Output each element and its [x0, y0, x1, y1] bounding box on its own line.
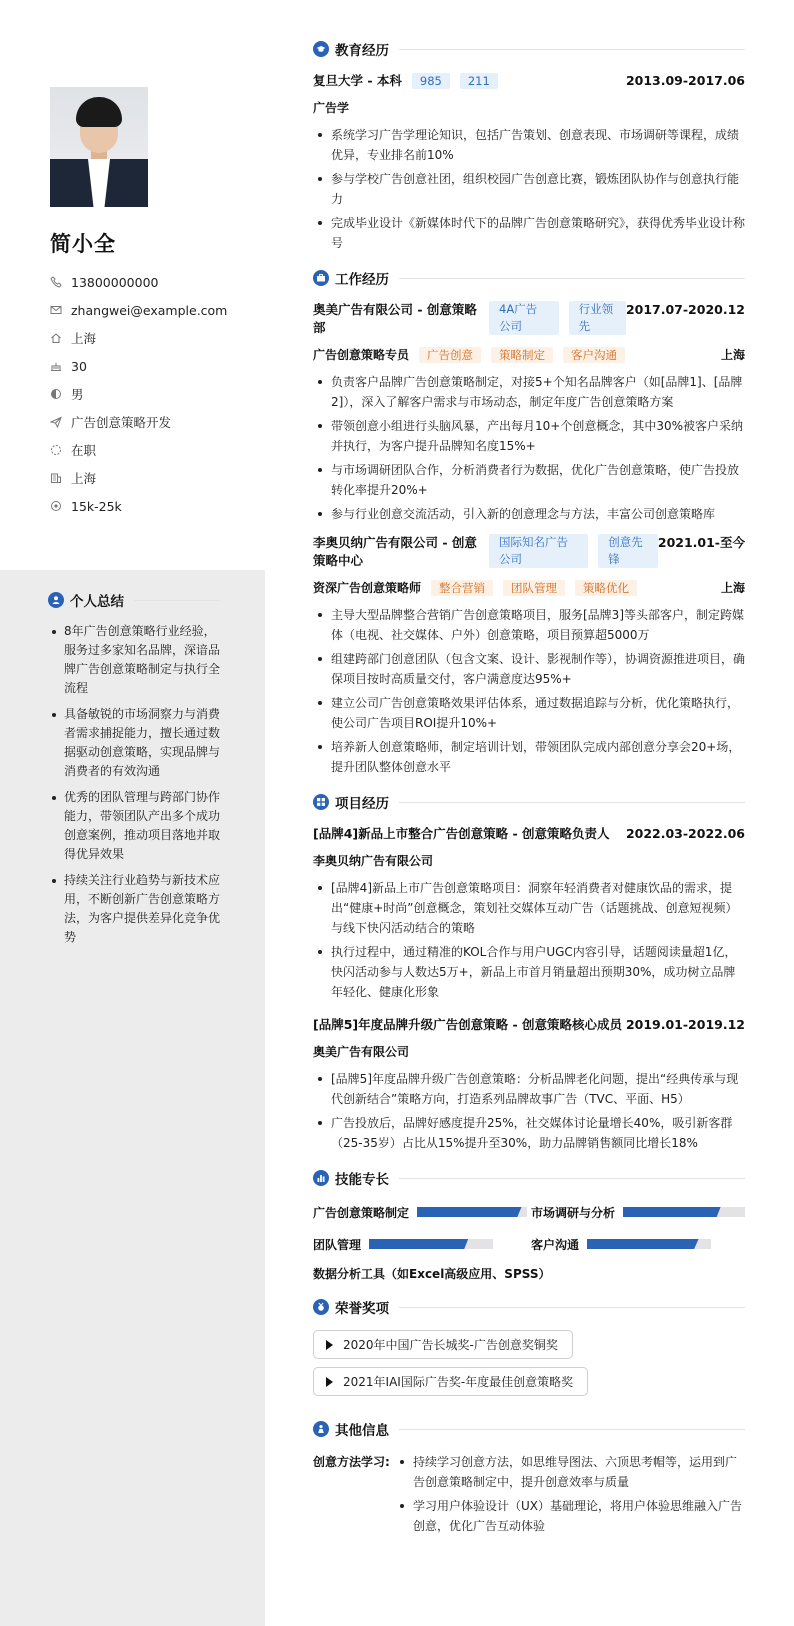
job-entry — [313, 534, 745, 777]
list-item: 优秀的团队管理与跨部门协作能力，带领团队产出多个成功创意案例，推动项目落地并取得优异效果 — [48, 788, 220, 864]
divider — [399, 1429, 745, 1430]
skill-name: 广告创意策略制定 — [313, 1205, 410, 1220]
gender-icon — [50, 388, 62, 400]
list-item: [品牌5]年度品牌升级广告创意策略：分析品牌老化问题，提出“经典传承与现代创新结合”策略方向，打造系列品牌故事广告（TVC、平面、H5） — [313, 1069, 745, 1109]
skill-name: 市场调研与分析 — [531, 1205, 616, 1220]
education-section — [313, 38, 745, 253]
bar-chart-icon — [313, 1170, 329, 1186]
company-tag: 行业领先 — [569, 301, 626, 335]
list-item: 带领创意小组进行头脑风暴，产出每月10+个创意概念，其中30%被客户采纳并执行，为客户提升品牌知名度15%+ — [313, 416, 745, 456]
project-date: 2022.03-2022.06 — [625, 826, 745, 841]
summary-title: 个人总结 — [70, 594, 124, 610]
school-tag: 985 — [412, 73, 450, 89]
list-item: 持续关注行业趋势与新技术应用，不断创新广告创意策略方法，为客户提供差异化竞争优势 — [48, 871, 220, 947]
list-item: 参与学校广告创意社团，组织校园广告创意比赛，锻炼团队协作与创意执行能力 — [313, 169, 745, 209]
contact-status: 在职 — [50, 436, 227, 464]
contact-phone: 13800000000 — [50, 268, 227, 296]
list-item: [品牌4]新品上市广告创意策略项目：洞察年轻消费者对健康饮品的需求，提出“健康+时尚”创意概念，策划社交媒体互动广告（话题挑战、创意短视频）与线下快闪活动结合的策略 — [313, 878, 745, 938]
skill-item — [531, 1201, 745, 1223]
project-entry — [313, 1016, 745, 1153]
skill-bar-fill — [623, 1207, 721, 1217]
grid-icon — [313, 794, 329, 810]
avatar — [50, 87, 148, 207]
salary-icon — [50, 500, 62, 512]
projects-title: 项目经历 — [335, 796, 389, 812]
skill-bar — [369, 1239, 493, 1249]
job-date: 2017.07-2020.12 — [625, 302, 745, 317]
skills-title: 技能专长 — [335, 1172, 389, 1188]
skill-name: 客户沟通 — [531, 1237, 580, 1252]
skills-section — [313, 1167, 745, 1282]
list-item: 与市场调研团队合作，分析消费者行为数据，优化广告创意策略，使广告投放转化率提升20%+ — [313, 460, 745, 500]
people-icon — [313, 1421, 329, 1437]
role-tag: 策略优化 — [575, 580, 637, 596]
job-location: 上海 — [720, 348, 745, 362]
school-tag: 211 — [460, 73, 498, 89]
project-org: 奥美广告有限公司 — [313, 1045, 410, 1059]
skill-extra: 数据分析工具（如Excel高级应用、SPSS） — [313, 1267, 551, 1281]
contact-age: 30 — [50, 352, 227, 380]
summary-section — [48, 590, 220, 954]
job-location: 上海 — [720, 581, 745, 595]
mail-icon — [50, 304, 62, 316]
company-name: 奥美广告有限公司 - 创意策略部 — [313, 302, 477, 335]
skill-bar-fill — [369, 1239, 468, 1249]
project-entry — [313, 825, 745, 1002]
list-item: 建立公司广告创意策略效果评估体系，通过数据追踪与分析，优化策略执行，使公司广告项目ROI提升10%+ — [313, 693, 745, 733]
skill-bar — [623, 1207, 745, 1217]
contact-city: 上海 — [50, 464, 227, 492]
other-title: 其他信息 — [335, 1423, 389, 1439]
role-tag: 团队管理 — [503, 580, 565, 596]
project-org: 李奥贝纳广告有限公司 — [313, 854, 434, 868]
other-label: 创意方法学习: — [313, 1455, 390, 1469]
award-item[interactable]: 2021年IAI国际广告奖-年度最佳创意策略奖 — [313, 1367, 588, 1396]
home-icon — [50, 332, 62, 344]
skill-bar — [417, 1207, 527, 1217]
phone-icon — [50, 276, 62, 288]
divider — [134, 600, 220, 601]
list-item: 系统学习广告学理论知识，包括广告策划、创意表现、市场调研等课程，成绩优异，专业排名前10% — [313, 125, 745, 165]
contact-location: 上海 — [50, 324, 227, 352]
list-item: 持续学习创意方法，如思维导图法、六顶思考帽等，运用到广告创意策略制定中，提升创意效率与质量 — [395, 1452, 745, 1492]
role-tag: 广告创意 — [419, 347, 481, 363]
list-item: 参与行业创意交流活动，引入新的创意理念与方法，丰富公司创意策略库 — [313, 504, 745, 524]
cake-icon — [50, 360, 62, 372]
education-title: 教育经历 — [335, 43, 389, 59]
education-date: 2013.09-2017.06 — [625, 73, 745, 88]
skill-item — [531, 1233, 711, 1255]
skill-bar-fill — [587, 1239, 699, 1249]
send-icon — [50, 416, 62, 428]
project-date: 2019.01-2019.12 — [625, 1017, 745, 1032]
job-role: 广告创意策略专员 — [313, 348, 410, 362]
list-item: 具备敏锐的市场洞察力与消费者需求捕捉能力，擅长通过数据驱动创意策略，实现品牌与消费者的有效沟通 — [48, 705, 220, 781]
divider — [399, 802, 745, 803]
contact-email: zhangwei@example.com — [50, 296, 227, 324]
list-item: 广告投放后，品牌好感度提升25%，社交媒体讨论量增长40%，吸引新客群（25-35岁）占比从15%提升至30%，助力品牌销售额同比增长18% — [313, 1113, 745, 1153]
school-name: 复旦大学 - 本科 — [313, 73, 402, 88]
list-item: 执行过程中，通过精准的KOL合作与用户UGC内容引导，话题阅读量超1亿，快闪活动参与人数达5万+，新品上市首月销量超出预期30%，成功树立品牌年轻化、健康化形象 — [313, 942, 745, 1002]
company-tag: 创意先锋 — [598, 534, 658, 568]
company-name: 李奥贝纳广告有限公司 - 创意策略中心 — [313, 535, 477, 568]
summary-list — [48, 622, 220, 947]
list-item: 培养新人创意策略师，制定培训计划，带领团队完成内部创意分享会20+场，提升团队整体创意水平 — [313, 737, 745, 777]
list-item: 组建跨部门创意团队（包含文案、设计、影视制作等），协调资源推进项目，确保项目按时高质量交付，客户满意度达95%+ — [313, 649, 745, 689]
divider — [399, 1178, 745, 1179]
role-tag: 整合营销 — [431, 580, 493, 596]
company-tag: 国际知名广告公司 — [489, 534, 588, 568]
list-item: 学习用户体验设计（UX）基础理论，将用户体验思维融入广告创意，优化广告互动体验 — [395, 1496, 745, 1536]
contact-salary: 15k-25k — [50, 492, 227, 520]
job-role: 资深广告创意策略师 — [313, 581, 422, 595]
skill-item — [313, 1233, 493, 1255]
list-item: 主导大型品牌整合营销广告创意策略项目，服务[品牌3]等头部客户，制定跨媒体（电视、社交媒体、户外）创意策略，项目预算超5000万 — [313, 605, 745, 645]
skill-name: 团队管理 — [313, 1237, 362, 1252]
work-section — [313, 267, 745, 777]
role-tag: 策略制定 — [491, 347, 553, 363]
awards-title: 荣誉奖项 — [335, 1301, 389, 1317]
building-icon — [50, 472, 62, 484]
triangle-right-icon — [326, 1377, 333, 1387]
job-date: 2021.01-至今 — [657, 535, 745, 550]
award-item[interactable]: 2020年中国广告长城奖-广告创意奖铜奖 — [313, 1330, 573, 1359]
divider — [399, 1307, 745, 1308]
projects-section — [313, 791, 745, 1153]
skill-bar-fill — [417, 1207, 521, 1217]
divider — [399, 49, 745, 50]
other-section — [313, 1418, 745, 1540]
main-content — [313, 38, 745, 1554]
project-name: [品牌5]年度品牌升级广告创意策略 - 创意策略核心成员 — [313, 1017, 623, 1032]
work-title: 工作经历 — [335, 272, 389, 288]
contact-gender: 男 — [50, 380, 227, 408]
awards-section — [313, 1296, 745, 1404]
list-item: 负责客户品牌广告创意策略制定，对接5+个知名品牌客户（如[品牌1]、[品牌2]），深入了解客户需求与市场动态，制定年度广告创意策略方案 — [313, 372, 745, 412]
job-entry — [313, 301, 745, 524]
profile-name: 简小全 — [50, 232, 116, 256]
role-tag: 客户沟通 — [563, 347, 625, 363]
major: 广告学 — [313, 101, 350, 115]
list-item: 8年广告创意策略行业经验，服务过多家知名品牌，深谙品牌广告创意策略制定与执行全流程 — [48, 622, 220, 698]
medal-icon — [313, 1299, 329, 1315]
status-icon — [50, 444, 62, 456]
company-tag: 4A广告公司 — [489, 301, 559, 335]
skill-item — [313, 1201, 527, 1223]
project-name: [品牌4]新品上市整合广告创意策略 - 创意策略负责人 — [313, 826, 610, 841]
contact-list — [50, 268, 227, 520]
divider — [399, 278, 745, 279]
user-icon — [48, 592, 64, 608]
graduation-cap-icon — [313, 41, 329, 57]
sidebar — [0, 0, 265, 1626]
list-item: 完成毕业设计《新媒体时代下的品牌广告创意策略研究》，获得优秀毕业设计称号 — [313, 213, 745, 253]
briefcase-icon — [313, 270, 329, 286]
skill-bar — [587, 1239, 711, 1249]
triangle-right-icon — [326, 1340, 333, 1350]
contact-job-intention: 广告创意策略开发 — [50, 408, 227, 436]
